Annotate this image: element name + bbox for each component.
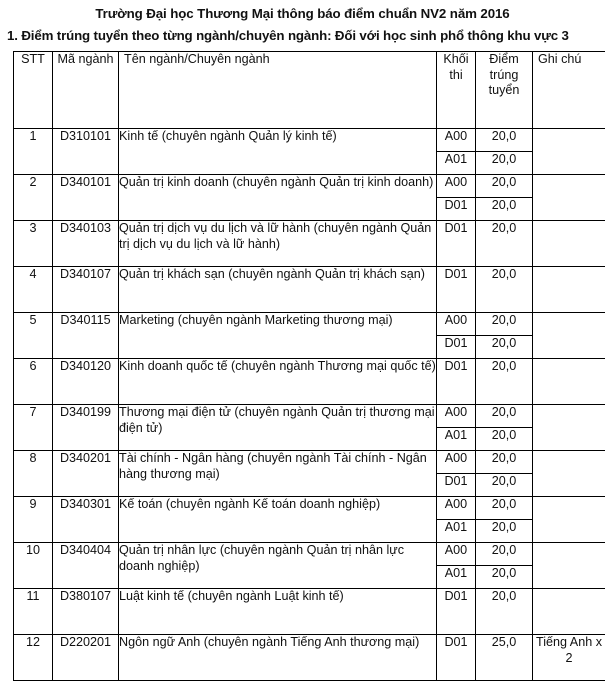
cell-khoi-thi: D01	[437, 221, 476, 267]
cell-diem-trung-tuyen: 20,0	[476, 198, 533, 221]
header-ghi-chu: Ghi chú	[533, 52, 605, 129]
cell-ten-nganh: Tài chính - Ngân hàng (chuyên ngành Tài chính - Ngân hàng thương mại)	[119, 451, 437, 497]
cell-ten-nganh: Kinh doanh quốc tế (chuyên ngành Thương mại quốc tế)	[119, 359, 437, 405]
cell-ma-nganh: D310101	[53, 129, 119, 175]
table-header	[14, 52, 605, 129]
cell-ten-nganh: Quản trị kinh doanh (chuyên ngành Quản trị kinh doanh)	[119, 175, 437, 221]
cell-ghi-chu	[533, 313, 605, 359]
cell-stt: 8	[14, 451, 53, 497]
table-row	[14, 405, 605, 428]
cell-khoi-thi: A01	[437, 520, 476, 543]
header-ma-nganh: Mã ngành	[53, 52, 119, 129]
cell-ma-nganh: D340201	[53, 451, 119, 497]
cell-stt: 11	[14, 589, 53, 635]
cell-diem-trung-tuyen: 20,0	[476, 267, 533, 313]
header-stt: STT	[14, 52, 53, 129]
table-body	[14, 129, 605, 681]
table-row	[14, 313, 605, 336]
cell-ma-nganh: D340301	[53, 497, 119, 543]
cell-stt: 12	[14, 635, 53, 681]
cell-khoi-thi: A00	[437, 543, 476, 566]
header-ten-nganh: Tên ngành/Chuyên ngành	[119, 52, 437, 129]
cell-stt: 4	[14, 267, 53, 313]
cell-diem-trung-tuyen: 20,0	[476, 451, 533, 474]
cell-khoi-thi: A00	[437, 405, 476, 428]
cell-khoi-thi: D01	[437, 336, 476, 359]
table-row	[14, 175, 605, 198]
header-row	[14, 52, 605, 129]
cell-ghi-chu	[533, 267, 605, 313]
cell-diem-trung-tuyen: 20,0	[476, 566, 533, 589]
cell-ma-nganh: D340120	[53, 359, 119, 405]
table-row	[14, 359, 605, 405]
cell-khoi-thi: A01	[437, 152, 476, 175]
cell-khoi-thi: D01	[437, 267, 476, 313]
table-row	[14, 451, 605, 474]
cell-diem-trung-tuyen: 20,0	[476, 221, 533, 267]
cell-ten-nganh: Kế toán (chuyên ngành Kế toán doanh nghiệp)	[119, 497, 437, 543]
table-row	[14, 267, 605, 313]
cell-diem-trung-tuyen: 20,0	[476, 428, 533, 451]
admission-scores-table	[13, 51, 605, 681]
cell-stt: 7	[14, 405, 53, 451]
cell-stt: 3	[14, 221, 53, 267]
cell-khoi-thi: D01	[437, 359, 476, 405]
cell-stt: 9	[14, 497, 53, 543]
cell-khoi-thi: A01	[437, 566, 476, 589]
cell-ma-nganh: D340103	[53, 221, 119, 267]
cell-diem-trung-tuyen: 20,0	[476, 152, 533, 175]
header-diem-trung-tuyen: Điểm trúng tuyển	[476, 52, 533, 129]
cell-diem-trung-tuyen: 20,0	[476, 520, 533, 543]
cell-ma-nganh: D380107	[53, 589, 119, 635]
cell-ten-nganh: Thương mại điện tử (chuyên ngành Quản trị thương mại điện tử)	[119, 405, 437, 451]
cell-ghi-chu: Tiếng Anh x 2	[533, 635, 605, 681]
cell-ten-nganh: Marketing (chuyên ngành Marketing thương mại)	[119, 313, 437, 359]
cell-stt: 1	[14, 129, 53, 175]
cell-ma-nganh: D340101	[53, 175, 119, 221]
cell-ma-nganh: D340107	[53, 267, 119, 313]
cell-ghi-chu	[533, 359, 605, 405]
page-subtitle: 1. Điểm trúng tuyển theo từng ngành/chuyên ngành: Đối với học sinh phổ thông khu vực 3	[7, 28, 569, 43]
table-row	[14, 635, 605, 681]
cell-diem-trung-tuyen: 20,0	[476, 589, 533, 635]
cell-ghi-chu	[533, 451, 605, 497]
cell-ma-nganh: D220201	[53, 635, 119, 681]
cell-ten-nganh: Luật kinh tế (chuyên ngành Luật kinh tế)	[119, 589, 437, 635]
cell-ghi-chu	[533, 175, 605, 221]
cell-khoi-thi: D01	[437, 474, 476, 497]
cell-ghi-chu	[533, 221, 605, 267]
table-row	[14, 497, 605, 520]
cell-diem-trung-tuyen: 20,0	[476, 359, 533, 405]
cell-diem-trung-tuyen: 20,0	[476, 336, 533, 359]
cell-khoi-thi: A00	[437, 451, 476, 474]
cell-stt: 6	[14, 359, 53, 405]
cell-ma-nganh: D340115	[53, 313, 119, 359]
table-row	[14, 589, 605, 635]
cell-ma-nganh: D340404	[53, 543, 119, 589]
page-title: Trường Đại học Thương Mại thông báo điểm chuẩn NV2 năm 2016	[95, 6, 510, 21]
cell-ma-nganh: D340199	[53, 405, 119, 451]
cell-khoi-thi: D01	[437, 198, 476, 221]
cell-stt: 2	[14, 175, 53, 221]
cell-stt: 5	[14, 313, 53, 359]
cell-diem-trung-tuyen: 20,0	[476, 543, 533, 566]
table-row	[14, 221, 605, 267]
cell-diem-trung-tuyen: 20,0	[476, 129, 533, 152]
cell-khoi-thi: A00	[437, 313, 476, 336]
cell-diem-trung-tuyen: 20,0	[476, 497, 533, 520]
cell-diem-trung-tuyen: 25,0	[476, 635, 533, 681]
table-row	[14, 543, 605, 566]
cell-khoi-thi: D01	[437, 635, 476, 681]
cell-khoi-thi: A00	[437, 129, 476, 152]
cell-khoi-thi: A01	[437, 428, 476, 451]
cell-ghi-chu	[533, 129, 605, 175]
cell-khoi-thi: D01	[437, 589, 476, 635]
table-row	[14, 129, 605, 152]
cell-diem-trung-tuyen: 20,0	[476, 405, 533, 428]
cell-stt: 10	[14, 543, 53, 589]
cell-ghi-chu	[533, 543, 605, 589]
cell-ten-nganh: Kinh tế (chuyên ngành Quản lý kinh tế)	[119, 129, 437, 175]
cell-ghi-chu	[533, 589, 605, 635]
cell-ten-nganh: Quản trị dịch vụ du lịch và lữ hành (chuyên ngành Quản trị dịch vụ du lịch và lữ hành)	[119, 221, 437, 267]
header-khoi-thi: Khối thi	[437, 52, 476, 129]
cell-ten-nganh: Ngôn ngữ Anh (chuyên ngành Tiếng Anh thương mại)	[119, 635, 437, 681]
cell-ten-nganh: Quản trị nhân lực (chuyên ngành Quản trị nhân lực doanh nghiệp)	[119, 543, 437, 589]
cell-khoi-thi: A00	[437, 175, 476, 198]
cell-diem-trung-tuyen: 20,0	[476, 474, 533, 497]
cell-khoi-thi: A00	[437, 497, 476, 520]
cell-ghi-chu	[533, 405, 605, 451]
cell-ghi-chu	[533, 497, 605, 543]
cell-diem-trung-tuyen: 20,0	[476, 175, 533, 198]
cell-diem-trung-tuyen: 20,0	[476, 313, 533, 336]
cell-ten-nganh: Quản trị khách sạn (chuyên ngành Quản trị khách sạn)	[119, 267, 437, 313]
